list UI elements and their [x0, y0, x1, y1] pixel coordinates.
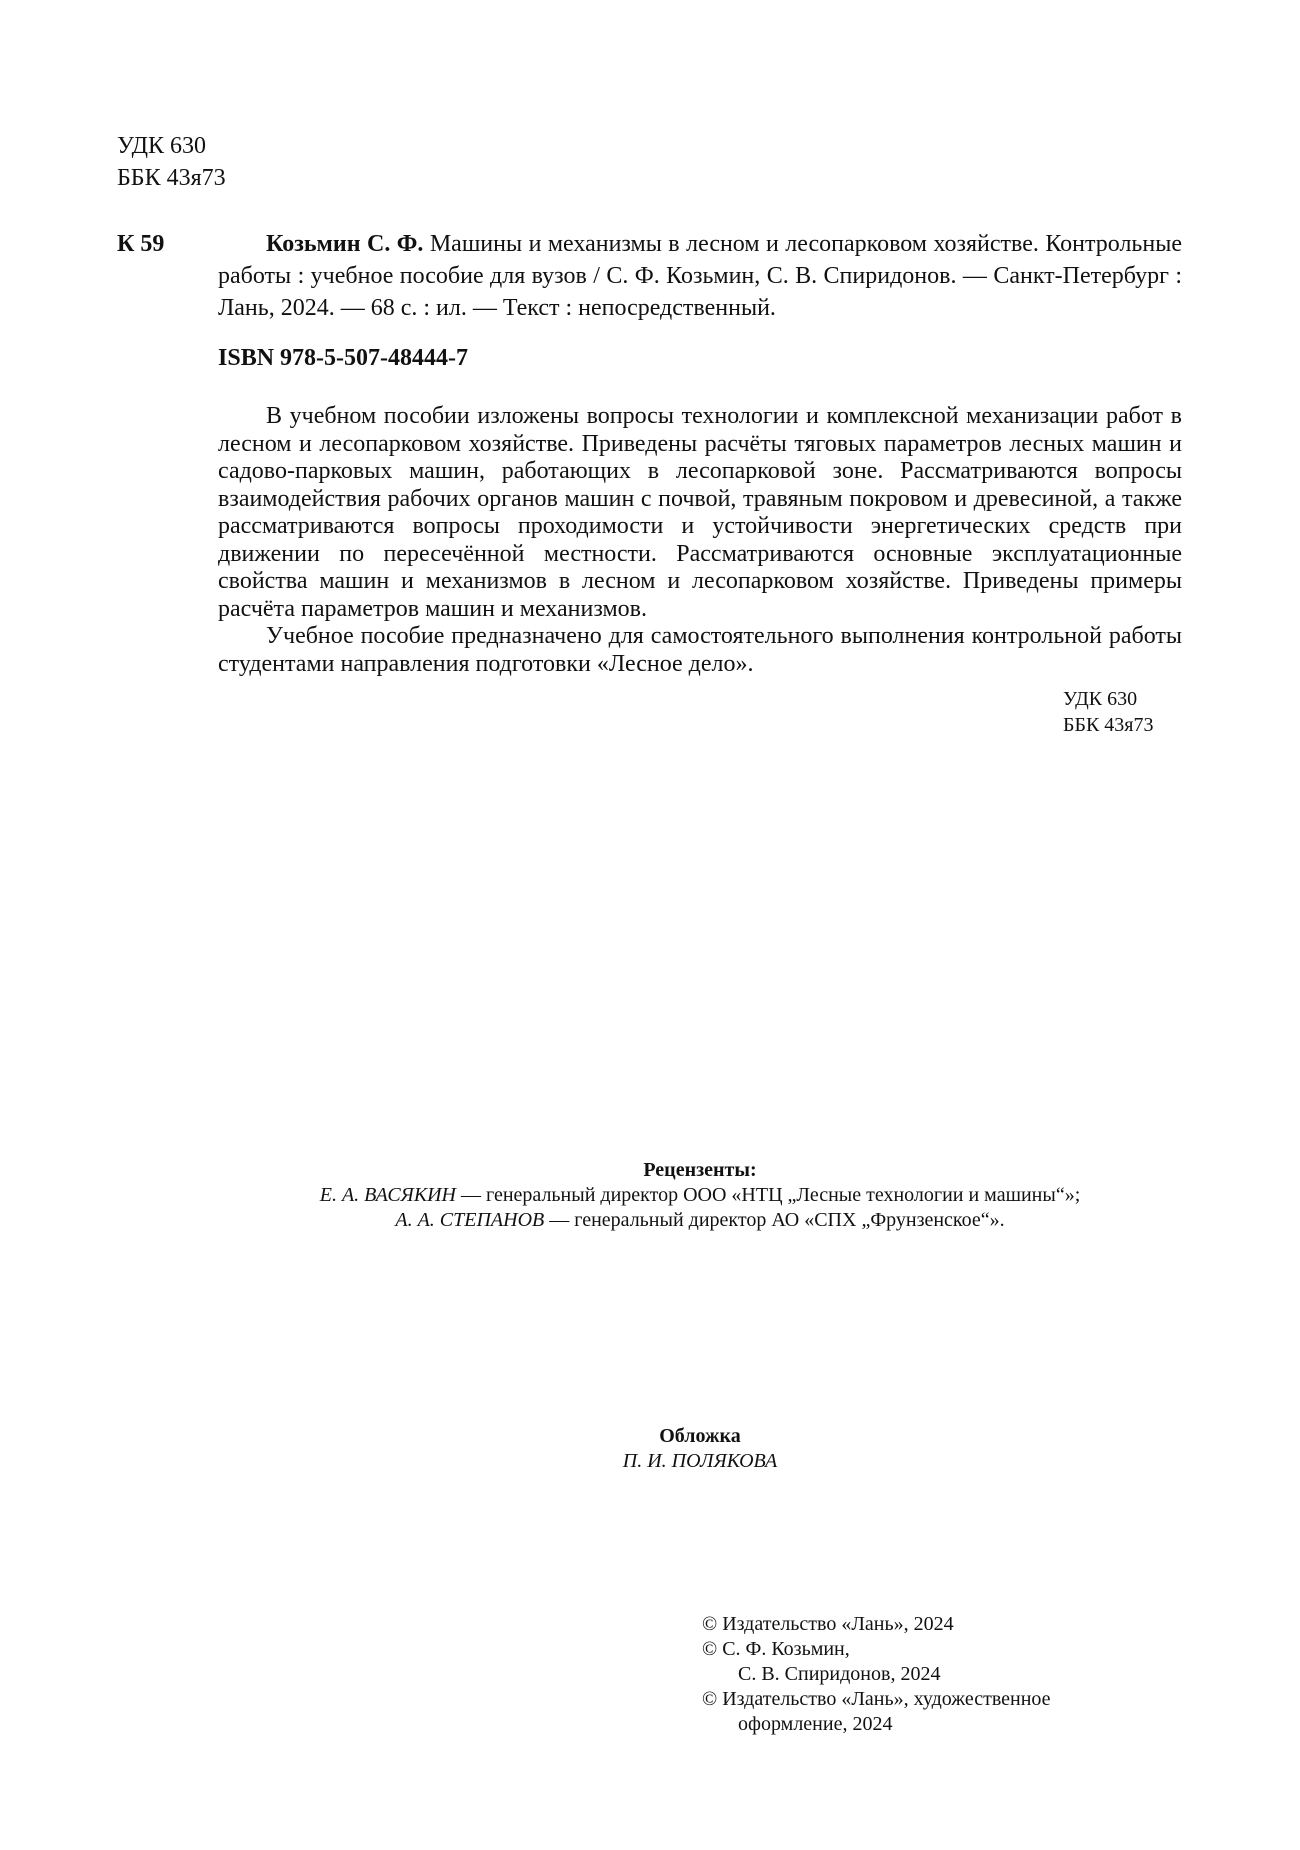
classification-codes-bottom [1063, 686, 1154, 738]
abstract-paragraph: В учебном пособии изложены вопросы технологии и комплексной механизации работ в лесном и лесопарковом хозяйстве. Приведены расчёты тяговых параметров лесных машин и садово-парковых машин, работающих в лесопарковой зоне. Рассматриваются вопросы взаимодействия рабочих органов машин с почвой, травяным покровом и древесиной, а также рассматриваются вопросы проходимости и устойчивости энергетических средств при движении по пересечённой местности. Рассматриваются основные эксплуатационные свойства машин и механизмов в лесном и лесопарковом хозяйстве. Приведены примеры расчёта параметров машин и механизмов. [218, 403, 1182, 622]
isbn: ISBN 978-5-507-48444-7 [218, 345, 468, 371]
bibliographic-description: Машины и механизмы в лесном и лесопарковом хозяйстве. Контрольные работы : учебное пособие для вузов / С. Ф. Козьмин, С. В. Спиридонов. — Санкт-Петербург : Лань, 2024. — 68 с. : ил. — Текст : непосредственный. [218, 231, 1182, 321]
author-mark: К 59 [117, 231, 165, 257]
reviewer-entry [200, 1183, 1200, 1208]
classification-codes-top [117, 130, 226, 194]
copyright-line: С. В. Спиридонов, 2024 [738, 1663, 941, 1685]
udk-code: УДК 630 [117, 133, 206, 159]
reviewer-name: Е. А. ВАСЯКИН [319, 1184, 456, 1206]
reviewer-position: — генеральный директор АО «СПХ „Фрунзенское“». [544, 1209, 1005, 1231]
reviewers-heading: Рецензенты: [643, 1159, 757, 1181]
copyright-line: © С. Ф. Козьмин, [702, 1638, 850, 1660]
cover-heading: Обложка [659, 1425, 741, 1447]
bibliographic-record [218, 228, 1182, 324]
reviewers-block [200, 1158, 1200, 1233]
copyright-line: © Издательство «Лань», художественное [702, 1688, 1051, 1710]
udk-code: УДК 630 [1063, 688, 1138, 710]
bbk-code: ББК 43я73 [117, 165, 226, 191]
bbk-code: ББК 43я73 [1063, 714, 1154, 736]
abstract [218, 403, 1182, 678]
author-name: Козьмин С. Ф. [266, 231, 424, 257]
cover-designer: П. И. ПОЛЯКОВА [622, 1450, 778, 1472]
copyright-block [702, 1612, 1172, 1737]
cover-credit [450, 1424, 950, 1474]
reviewer-entry [200, 1208, 1200, 1233]
copyright-line: оформление, 2024 [738, 1713, 893, 1735]
abstract-paragraph: Учебное пособие предназначено для самостоятельного выполнения контрольной работы студентами направления подготовки «Лесное дело». [218, 623, 1182, 677]
reviewer-name: А. А. СТЕПАНОВ [395, 1209, 545, 1231]
reviewer-position: — генеральный директор ООО «НТЦ „Лесные технологии и машины“»; [456, 1184, 1081, 1206]
copyright-line: © Издательство «Лань», 2024 [702, 1613, 954, 1635]
